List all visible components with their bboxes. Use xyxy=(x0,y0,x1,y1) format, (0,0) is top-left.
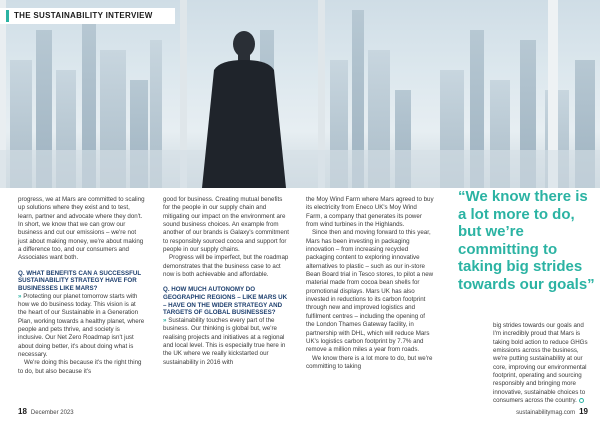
answer-marker-icon: » xyxy=(18,292,22,300)
footer-left xyxy=(18,407,74,416)
section-header-title: THE SUSTAINABILITY INTERVIEW xyxy=(14,11,153,20)
column-4-text xyxy=(493,322,593,405)
answer-marker-icon: » xyxy=(163,316,167,324)
paragraph: We're doing this because it's the right thing to do, but also because it's xyxy=(18,359,142,375)
column-1 xyxy=(18,196,146,376)
answer-text: Protecting our planet tomorrow starts with how we do business today. This vision is at the heart of our Sustainable in a Generation Plan, working towards a healthy planet, where people and pets thrive, and society is inclusive. Our Net Zero Roadmap isn't just about doing better, it's about doing what is necessary. xyxy=(18,292,145,358)
footer-right xyxy=(516,407,588,416)
pull-quote: “We know there is a lot more to do, but we’re committing to taking big strides towards our goals” xyxy=(458,188,595,293)
section-header-accent xyxy=(6,10,9,22)
end-of-article-icon xyxy=(579,398,584,403)
skyline-illustration xyxy=(0,0,600,188)
paragraph: good for business. Creating mutual benefits for the people in our supply chain and mitigating our impact on the environment are sound business choices. An example from another of our brands is Galaxy's commitment to responsibly sourced cocoa and support for people in our supply chains. xyxy=(163,196,290,254)
website-link[interactable]: sustainabilitymag.com xyxy=(516,410,576,416)
answer-paragraph xyxy=(18,293,146,360)
paragraph: the Moy Wind Farm where Mars agreed to buy its electricity from Eneco UK's Moy Wind Farm, a company that generates its power from wind turbines in the Highlands. xyxy=(306,196,434,229)
paragraph: Since then and moving forward to this year, Mars has been investing in packaging innovation – from increasing recycled packaging content to exploring innovative alternatives to plastic – such as our in-store Bean Board trial in Tesco stores, to pilot a new material made from cocoa bean shells for promotional displays. Mars UK has also invested in reductions to its carbon footprint through new and improved logistics and fulfilment centres – including the opening of the London Thames Gateway facility, in partnership with DHL, which will reduce Mars UK's logistics carbon footprint by 7.7% and remove a million miles a year from roads. xyxy=(306,229,434,354)
page-number-left: 18 xyxy=(18,407,27,416)
answer-text: Sustainability touches every part of the business. Our thinking is global but, we're realising projects and initiatives at a regional and local level. This is especially true here in the UK where we really kickstarted our sustainability in 2016 with xyxy=(163,316,286,366)
question-heading: Q. HOW MUCH AUTONOMY DO GEOGRAPHIC REGIONS – LIKE MARS UK – HAVE ON THE WIDER STRATEGY AND TARGETS OF GLOBAL BUSINESSES? xyxy=(163,286,288,317)
question-heading: Q. WHAT BENEFITS CAN A SUCCESSFUL SUSTAINABILITY STRATEGY HAVE FOR BUSINESSES LIKE MARS? xyxy=(18,269,142,292)
column-2 xyxy=(163,196,291,367)
issue-date: December 2023 xyxy=(30,410,74,416)
answer-paragraph xyxy=(163,317,291,367)
paragraph: big strides towards our goals and I'm incredibly proud that Mars is taking bold action to reduce GHGs emissions across the business, we're putting sustainability at our core, improving our environmental footprint, operating and sourcing responsibly and bringing more innovative, sustainable choices to consumers across the country. xyxy=(493,322,588,405)
paragraph: We know there is a lot more to do, but we're committing to taking xyxy=(306,354,433,370)
page-number-right: 19 xyxy=(579,407,588,416)
paragraph: Progress will be imperfect, but the roadmap demonstrates that the business case to act now is both achievable and affordable. xyxy=(163,254,289,279)
paragraph: progress, we at Mars are committed to scaling up solutions where they exist and to test, learn, partner and advocate where they don't. In short, we know that we can grow our business and cut our emissions – we're not just about making money, we're about making a difference too, and our consumers and Associates want both. xyxy=(18,196,145,262)
column-3 xyxy=(306,196,434,371)
hero-photo-skyline xyxy=(0,0,600,188)
